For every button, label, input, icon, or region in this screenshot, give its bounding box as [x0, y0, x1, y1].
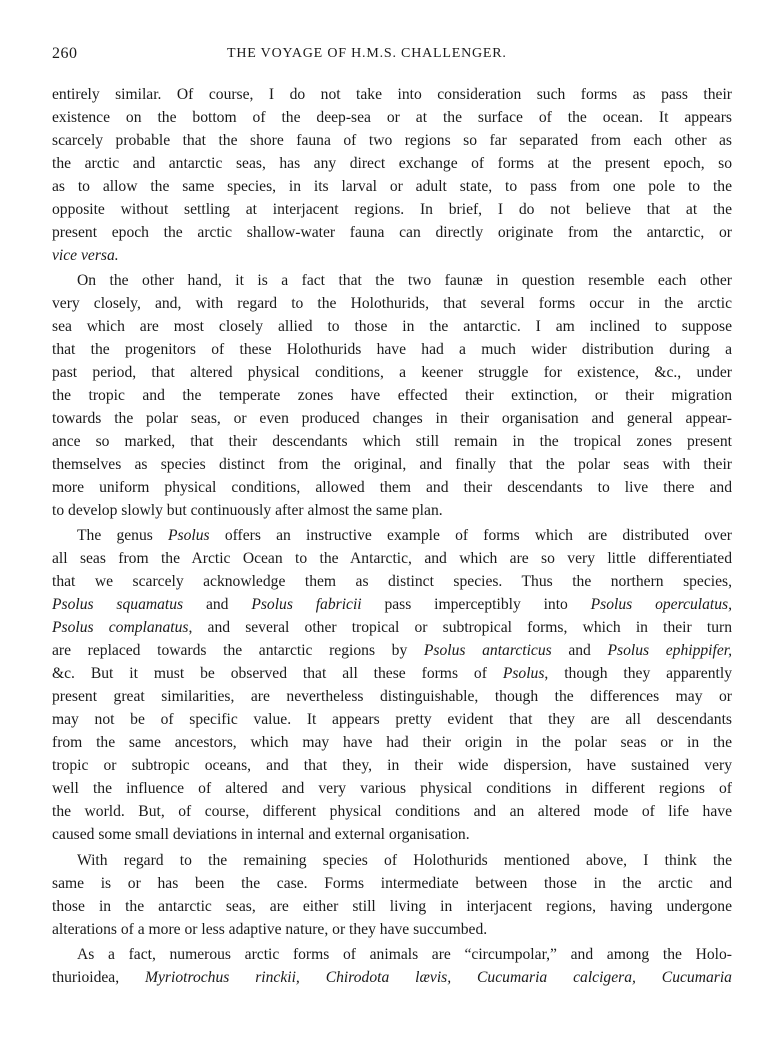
- italic-term: Psolus complanatus: [52, 619, 189, 636]
- text-line: On the other hand, it is a fact that the two faunæ in question resemble each other: [77, 272, 732, 289]
- text-line: [52, 662, 732, 685]
- italic-term: Cucumaria: [661, 969, 732, 986]
- text-line: [52, 639, 732, 662]
- text-fragment: pass imperceptibly into: [361, 596, 591, 613]
- text-fragment: thurioidea,: [52, 969, 146, 986]
- text-line: [52, 616, 732, 639]
- text-line: caused some small deviations in internal and external organisation.: [52, 826, 470, 843]
- text-line: alterations of a more or less adaptive nature, or they have succumbed.: [52, 921, 488, 938]
- page-number: 260: [52, 45, 78, 62]
- italic-term: Psolus antarcticus: [423, 642, 552, 659]
- text-line: very closely, and, with regard to the Holothurids, that several forms occur in the arctic: [52, 295, 732, 312]
- text-line: same is or has been the case. Forms intermediate between those in the arctic and: [52, 875, 732, 892]
- running-title: THE VOYAGE OF H.M.S. CHALLENGER.: [227, 46, 507, 61]
- text-fragment: The genus: [77, 527, 169, 544]
- text-fragment: and: [183, 596, 252, 613]
- text-line: existence on the bottom of the deep-sea or at the surface of the ocean. It appears: [52, 109, 732, 126]
- italic-term: vice versa.: [52, 247, 119, 264]
- running-head: [52, 45, 732, 65]
- text-line: present epoch the arctic shallow-water fauna can directly originate from the antarctic, or: [52, 224, 732, 241]
- text-line: sea which are most closely allied to those in the antarctic. I am inclined to suppose: [52, 318, 732, 335]
- text-line: With regard to the remaining species of Holothurids mentioned above, I think the: [77, 852, 732, 869]
- italic-term: Psolus operculatus,: [590, 596, 733, 613]
- text-fragment: are replaced towards the antarctic regions by: [52, 642, 424, 659]
- text-line: the tropic and the temperate zones have effected their extinction, or their migration: [52, 387, 732, 404]
- italic-term: Cucumaria calcigera,: [477, 969, 636, 986]
- text-line: [77, 524, 732, 547]
- text-line: tropic or subtropic oceans, and that they, in their wide dispersion, have sustained very: [52, 757, 732, 774]
- text-line: that we scarcely acknowledge them as distinct species. Thus the northern species,: [52, 573, 732, 590]
- text-line: towards the polar seas, or even produced changes in their organisation and general appear-: [52, 410, 732, 427]
- italic-term: Psolus fabricii: [251, 596, 362, 613]
- italic-term: Psolus: [168, 527, 210, 544]
- text-fragment: offers an instructive example of forms which are distributed over: [209, 527, 732, 544]
- text-line: past period, that altered physical conditions, a keener struggle for existence, &c., under: [52, 364, 732, 381]
- text-line: [52, 593, 732, 616]
- text-line: scarcely probable that the shore fauna of two regions so far separated from each other as: [52, 132, 732, 149]
- text-line: present great similarities, are nevertheless distinguishable, though the differences may or: [52, 688, 732, 705]
- text-line: that the progenitors of these Holothurids have had a much wider distribution during a: [52, 341, 732, 358]
- text-line: themselves as species distinct from the original, and finally that the polar seas with their: [52, 456, 732, 473]
- italic-term: Psolus: [502, 665, 545, 682]
- text-line: the arctic and antarctic seas, has any direct exchange of forms at the present epoch, so: [52, 155, 732, 172]
- text-line: may not be of specific value. It appears pretty evident that they are all descendants: [52, 711, 732, 728]
- text-line: from the same ancestors, which may have had their origin in the polar seas or in the: [52, 734, 732, 751]
- text-line: as to allow the same species, in its larval or adult state, to pass from one pole to the: [52, 178, 732, 195]
- text-line: opposite without settling at interjacent regions. In brief, I do not believe that at the: [52, 201, 732, 218]
- text-line: [52, 244, 732, 267]
- italic-term: Chirodota lævis,: [325, 969, 452, 986]
- italic-term: Myriotrochus rinckii,: [145, 969, 300, 986]
- text-line: more uniform physical conditions, allowed them and their descendants to live there and: [52, 479, 732, 496]
- text-line: [52, 966, 732, 989]
- italic-term: Psolus squamatus: [52, 596, 184, 613]
- text-line: ance so marked, that their descendants which still remain in the tropical zones present: [52, 433, 732, 450]
- text-line: well the influence of altered and very various physical conditions in different regions of: [52, 780, 732, 797]
- text-line: those in the antarctic seas, are either still living in interjacent regions, having undergone: [52, 898, 732, 915]
- text-line: all seas from the Arctic Ocean to the Antarctic, and which are so very little differentiated: [52, 550, 732, 567]
- text-fragment: &c. But it must be observed that all these forms of: [52, 665, 503, 682]
- text-line: entirely similar. Of course, I do not take into consideration such forms as pass their: [52, 86, 732, 103]
- text-fragment: , and several other tropical or subtropical forms, which in their turn: [188, 619, 732, 636]
- italic-term: Psolus ephippifer,: [607, 642, 732, 659]
- text-line: As a fact, numerous arctic forms of animals are “circumpolar,” and among the Holo-: [77, 946, 732, 963]
- text-fragment: and: [551, 642, 608, 659]
- text-line: the world. But, of course, different physical conditions and an altered mode of life have: [52, 803, 732, 820]
- text-fragment: , though they apparently: [544, 665, 732, 682]
- text-line: to develop slowly but continuously after almost the same plan.: [52, 502, 443, 519]
